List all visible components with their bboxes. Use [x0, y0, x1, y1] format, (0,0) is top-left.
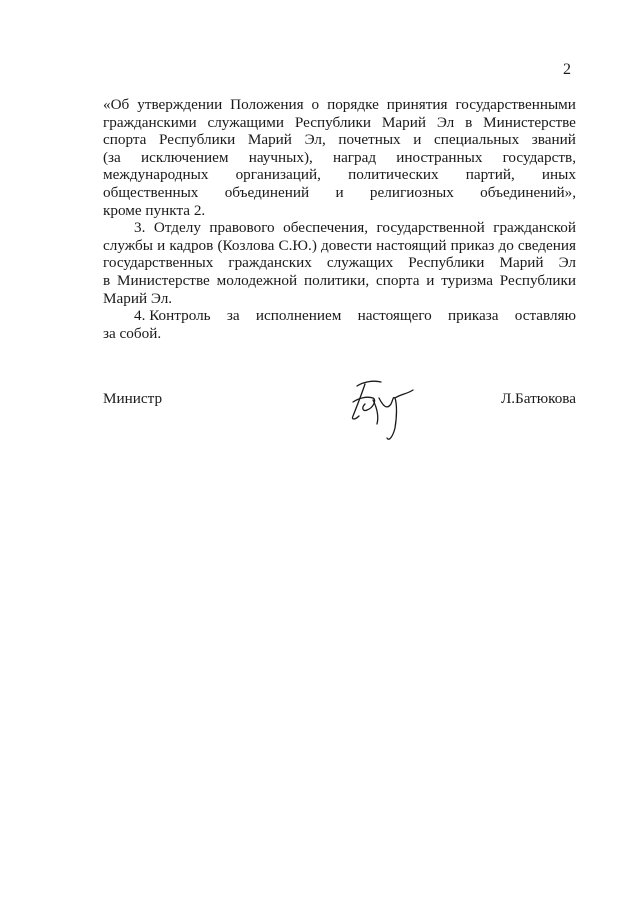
word: службы — [103, 236, 153, 254]
text-line — [103, 307, 576, 325]
text-line — [103, 149, 576, 167]
paragraph-continuation — [103, 96, 576, 219]
word: иностранных — [396, 148, 483, 166]
word: о — [311, 96, 320, 113]
text-line — [103, 237, 576, 255]
signer-title: Министр — [103, 390, 163, 407]
word: молодежной — [216, 271, 298, 289]
word: Эл, — [304, 131, 326, 149]
word: настоящий — [376, 236, 447, 254]
word: специальных — [434, 131, 520, 149]
word: кадров — [169, 236, 214, 254]
word: довести — [321, 236, 373, 254]
text-line-last: за собой. — [103, 324, 162, 342]
word: служащими — [207, 113, 284, 131]
word: объединений», — [480, 183, 576, 201]
word: исключением — [140, 148, 229, 166]
word: званий — [531, 131, 576, 149]
paragraph-3 — [103, 219, 576, 307]
text-line — [103, 184, 576, 202]
word: туризма — [441, 271, 493, 289]
word: правового — [209, 219, 275, 237]
word: Эл — [558, 254, 576, 272]
text-line — [103, 96, 576, 114]
word: и — [157, 236, 166, 254]
word: Республики — [294, 113, 372, 131]
text-line — [103, 219, 576, 237]
paragraph-4 — [103, 307, 576, 342]
handwritten-signature — [343, 376, 419, 446]
word: партий, — [465, 166, 515, 184]
word: Республики — [499, 271, 576, 289]
word: научных), — [248, 148, 313, 166]
word: и — [413, 131, 422, 149]
word: религиозных — [369, 183, 454, 201]
word: Марий — [381, 113, 426, 131]
word: приказ — [450, 236, 495, 254]
word: 3. — [134, 219, 146, 237]
word: принятия — [386, 96, 448, 113]
word: объединений — [224, 183, 310, 201]
text-line — [103, 131, 576, 149]
page-number: 2 — [563, 61, 571, 78]
word: международных — [103, 166, 209, 184]
word: порядке — [327, 96, 379, 113]
text-line — [103, 114, 576, 132]
word: настоящего — [357, 307, 432, 325]
word: оставляю — [514, 307, 576, 325]
word: и — [426, 271, 435, 289]
word: утверждении — [137, 96, 223, 113]
word: в — [465, 113, 473, 131]
word: гражданскими — [103, 113, 197, 131]
word: Марий — [247, 131, 292, 149]
document-body — [103, 96, 576, 342]
text-line-last: Марий Эл. — [103, 289, 173, 307]
word: 4. Контроль — [134, 307, 211, 325]
word: до — [498, 236, 514, 254]
word: гражданской — [493, 219, 576, 237]
signer-name: Л.Батюкова — [500, 390, 576, 407]
word: государственной — [376, 219, 485, 237]
word: служащих — [326, 254, 394, 272]
word: организаций, — [235, 166, 321, 184]
text-line — [103, 272, 576, 290]
word: за — [226, 307, 240, 325]
word: в — [103, 271, 111, 289]
word: государств, — [502, 148, 576, 166]
word: Отделу — [153, 219, 201, 237]
word: политических — [348, 166, 439, 184]
word: Эл — [436, 113, 455, 131]
word: исполнением — [255, 307, 342, 325]
text-line — [103, 166, 576, 184]
word: Министерстве — [116, 271, 210, 289]
word: спорта — [376, 271, 420, 289]
word: спорта — [103, 131, 147, 149]
word: Марий — [499, 254, 544, 272]
word: (за — [103, 148, 121, 166]
text-line — [103, 254, 576, 272]
word: гражданских — [228, 254, 312, 272]
word: наград — [332, 148, 377, 166]
word: приказа — [448, 307, 499, 325]
word: С.Ю.) — [278, 236, 317, 254]
text-line-last: кроме пункта 2. — [103, 201, 206, 219]
word: Министерстве — [483, 113, 576, 131]
word: Положения — [230, 96, 304, 113]
word: и — [335, 183, 344, 201]
word: политики, — [303, 271, 370, 289]
word: иных — [541, 166, 576, 184]
word: общественных — [103, 183, 199, 201]
word: Республики — [408, 254, 485, 272]
word: «Об — [103, 96, 130, 113]
word: (Козлова — [217, 236, 275, 254]
word: Республики — [159, 131, 236, 149]
word: сведения — [517, 236, 576, 254]
word: государственными — [455, 96, 576, 113]
word: государственных — [103, 254, 214, 272]
word: обеспечения, — [283, 219, 369, 237]
word: почетных — [338, 131, 401, 149]
signature-block — [103, 390, 576, 460]
